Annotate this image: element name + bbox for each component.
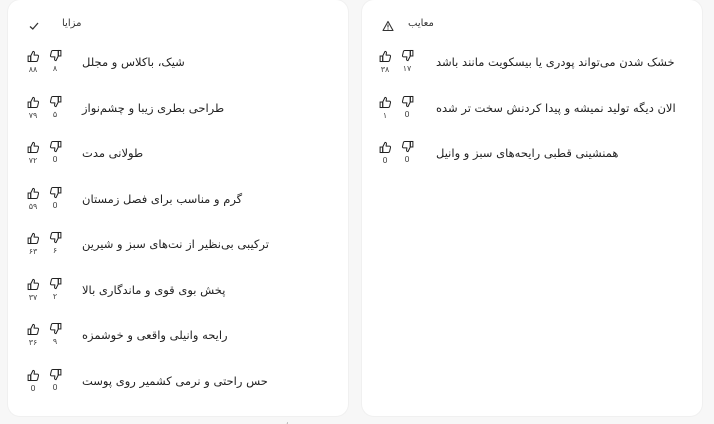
thumbs-down-icon — [49, 277, 62, 290]
like-count: ۳۸ — [380, 65, 390, 74]
thumbs-up-icon — [379, 141, 392, 154]
thumbs-down-icon — [49, 49, 62, 62]
cons-item — [362, 141, 702, 187]
pros-list — [8, 50, 348, 414]
cons-item-text: الان دیگه تولید نمیشه و پیدا کردنش سخت تر شده — [436, 100, 676, 115]
like-button[interactable] — [26, 96, 40, 120]
like-count: ۱ — [382, 110, 388, 120]
thumbs-up-icon — [379, 50, 392, 63]
pros-item — [8, 232, 348, 278]
vote-group — [8, 141, 88, 165]
like-button[interactable] — [26, 50, 40, 74]
footer-dot: ٫ — [286, 419, 288, 424]
dislike-button[interactable] — [400, 95, 414, 119]
pros-item — [8, 96, 348, 142]
dislike-count: 0 — [52, 200, 58, 210]
like-count: ۳۷ — [28, 292, 38, 302]
thumbs-down-icon — [49, 186, 62, 199]
like-button[interactable] — [378, 141, 392, 165]
vote-group — [362, 96, 442, 120]
pros-item — [8, 187, 348, 233]
like-button[interactable] — [26, 187, 40, 211]
pros-item-text: طولانی مدت — [82, 146, 144, 160]
cons-title: معایب — [408, 17, 434, 29]
pros-item-text: گرم و مناسب برای فصل زمستان — [82, 191, 243, 206]
like-button[interactable] — [26, 232, 40, 256]
thumbs-up-icon — [27, 369, 40, 382]
pros-item-text: رایحه وانیلی واقعی و خوشمزه — [82, 328, 228, 342]
cons-item-text: همنشینی قطبی رایحه‌های سبز و وانیل — [436, 146, 619, 160]
dislike-count: 0 — [404, 155, 410, 164]
vote-group — [8, 278, 88, 302]
dislike-button[interactable] — [48, 277, 62, 301]
like-button[interactable] — [26, 278, 40, 302]
pros-item — [8, 278, 348, 324]
like-count: ۷۹ — [28, 110, 38, 120]
cons-item-text: خشک شدن می‌تواند پودری یا بیسکویت مانند باشد — [436, 55, 675, 69]
dislike-count: ۲ — [52, 291, 58, 301]
thumbs-up-icon — [27, 232, 40, 245]
like-button[interactable] — [26, 323, 40, 347]
dislike-button[interactable] — [48, 186, 62, 210]
like-button[interactable] — [26, 141, 40, 165]
pros-item — [8, 141, 348, 187]
dislike-button[interactable] — [48, 231, 62, 255]
thumbs-down-icon — [401, 95, 414, 108]
warning-icon — [382, 17, 394, 29]
like-count: ۷۲ — [28, 156, 38, 165]
dislike-button[interactable] — [400, 49, 414, 73]
thumbs-up-icon — [27, 50, 40, 63]
pros-header — [20, 14, 336, 32]
cons-list — [362, 50, 702, 187]
dislike-count: ۱۷ — [402, 64, 412, 73]
thumbs-down-icon — [49, 322, 62, 335]
thumbs-down-icon — [49, 368, 62, 381]
dislike-count: 0 — [52, 155, 58, 164]
pros-item-text: شیک، باکلاس و مجلل — [82, 55, 185, 69]
thumbs-down-icon — [401, 140, 414, 153]
vote-group — [8, 50, 88, 74]
pros-item-text: پخش بوی قوی و ماندگاری بالا — [82, 282, 226, 297]
vote-group — [8, 369, 88, 393]
pros-item-text: حس راحتی و نرمی کشمیر روی پوست — [82, 373, 268, 388]
thumbs-down-icon — [49, 95, 62, 108]
dislike-count: ۸ — [52, 64, 58, 73]
vote-group — [8, 187, 88, 211]
dislike-button[interactable] — [48, 368, 62, 392]
thumbs-up-icon — [27, 278, 40, 291]
cons-item — [362, 96, 702, 142]
like-button[interactable] — [26, 369, 40, 393]
dislike-count: ۶ — [52, 246, 58, 255]
pros-title: مزایا — [62, 17, 82, 29]
vote-group — [8, 323, 88, 347]
like-button[interactable] — [378, 50, 392, 74]
thumbs-up-icon — [379, 96, 392, 109]
like-count: 0 — [30, 383, 36, 393]
dislike-count: ۵ — [52, 109, 58, 119]
pros-item — [8, 323, 348, 369]
dislike-button[interactable] — [48, 140, 62, 164]
like-count: ۸۸ — [28, 65, 38, 74]
vote-group — [362, 141, 442, 165]
thumbs-down-icon — [401, 49, 414, 62]
vote-group — [8, 96, 88, 120]
like-count: ۵۹ — [28, 201, 38, 211]
pros-card — [8, 0, 348, 416]
check-icon — [28, 17, 40, 29]
vote-group — [8, 232, 88, 256]
thumbs-down-icon — [49, 140, 62, 153]
dislike-button[interactable] — [48, 49, 62, 73]
cons-header — [374, 14, 690, 32]
thumbs-down-icon — [49, 231, 62, 244]
thumbs-up-icon — [27, 96, 40, 109]
cons-item — [362, 50, 702, 96]
thumbs-up-icon — [27, 187, 40, 200]
cons-card — [362, 0, 702, 416]
pros-item-text: ترکیبی بی‌نظیر از نت‌های سبز و شیرین — [82, 237, 269, 251]
pros-item — [8, 369, 348, 415]
dislike-count: ۹ — [52, 337, 58, 346]
thumbs-up-icon — [27, 141, 40, 154]
pros-item — [8, 50, 348, 96]
vote-group — [362, 50, 442, 74]
pros-item-text: طراحی بطری زیبا و چشم‌نواز — [82, 100, 225, 115]
dislike-button[interactable] — [48, 95, 62, 119]
like-count: ۳۶ — [28, 338, 38, 347]
dislike-count: 0 — [52, 382, 58, 392]
thumbs-up-icon — [27, 323, 40, 336]
dislike-count: 0 — [404, 109, 410, 119]
like-count: ۶۳ — [28, 247, 38, 256]
dislike-button[interactable] — [400, 140, 414, 164]
dislike-button[interactable] — [48, 322, 62, 346]
like-button[interactable] — [378, 96, 392, 120]
like-count: 0 — [382, 156, 388, 165]
